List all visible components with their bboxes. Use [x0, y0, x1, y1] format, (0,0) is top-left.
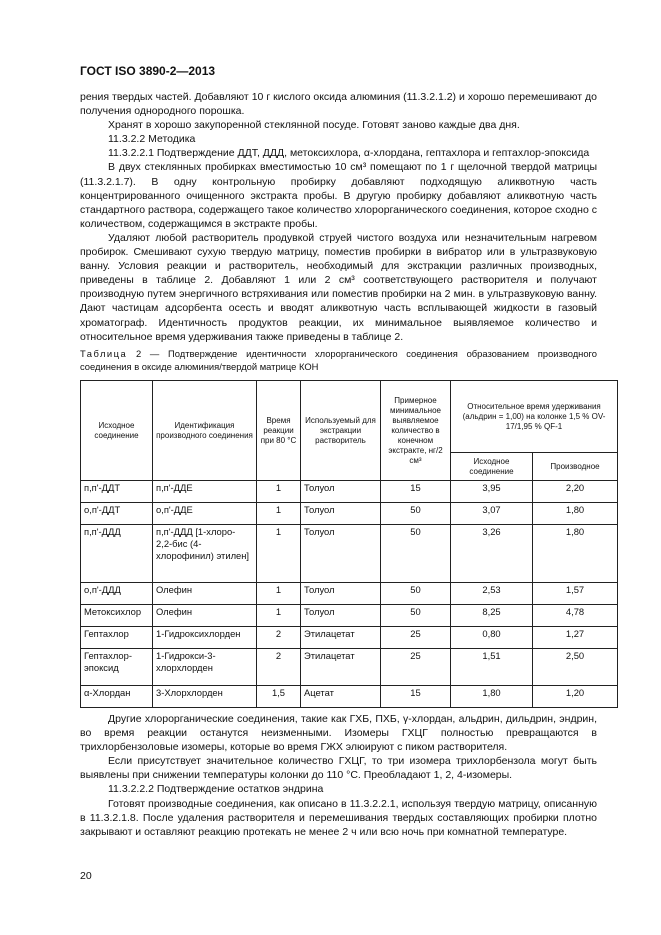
cell-rrt-src: 2,53 [451, 583, 533, 605]
cell-time: 1 [257, 503, 301, 525]
cell-solvent: Толуол [301, 583, 381, 605]
header-rrt-source: Исходное соединение [451, 453, 533, 481]
bottom-text-block [80, 712, 597, 839]
table-row [81, 627, 618, 649]
cell-min: 50 [381, 525, 451, 583]
cell-min: 50 [381, 503, 451, 525]
paragraph: Если присутствует значительное количество ГХЦГ, то три изомера трихлорбензола могут быть выявлены при снижении температуры колонки до 110 °С. Преобладают 1, 2, 4-изомеры. [80, 755, 597, 782]
cell-rrt-der: 1,57 [533, 583, 618, 605]
cell-derivative: 3-Хлорхлорден [153, 686, 257, 708]
table-caption-label: Таблица [80, 348, 128, 359]
cell-rrt-src: 3,26 [451, 525, 533, 583]
paragraph: Хранят в хорошо закупоренной стеклянной посуде. Готовят заново каждые два дня. [108, 119, 520, 132]
cell-derivative: Олефин [153, 583, 257, 605]
cell-min: 15 [381, 481, 451, 503]
paragraph: рения твердых частей. Добавляют 10 г кислого оксида алюминия (11.3.2.1.2) и хорошо перемешивают до получения однородного порошка. [80, 91, 597, 118]
cell-rrt-der: 1,80 [533, 525, 618, 583]
cell-rrt-src: 8,25 [451, 605, 533, 627]
cell-rrt-src: 0,80 [451, 627, 533, 649]
table-row [81, 649, 618, 686]
cell-rrt-der: 2,20 [533, 481, 618, 503]
paragraph: Другие хлорорганические соединения, такие как ГХБ, ПХБ, γ-хлордан, альдрин, дильдрин, эндрин, во время реакции останутся неизменными. Изомеры ГХЦГ полностью превращаются в трихлорбензоловые изомеры, которые во время ГЖХ элюируют с пиком растворителя. [80, 713, 597, 754]
section-heading: 11.3.2.2 Методика [108, 133, 196, 146]
cell-source: п,п'-ДДД [81, 525, 153, 583]
cell-solvent: Этилацетат [301, 649, 381, 686]
cell-rrt-der: 2,50 [533, 649, 618, 686]
cell-time: 1,5 [257, 686, 301, 708]
cell-derivative: о,п'-ДДЕ [153, 503, 257, 525]
header-source: Исходное соединение [81, 381, 153, 481]
header-rrt-derivative: Производное [533, 453, 618, 481]
derivative-table [80, 380, 618, 708]
cell-derivative: 1-Гидрокси-3-хлорхлорден [153, 649, 257, 686]
cell-rrt-src: 1,80 [451, 686, 533, 708]
cell-derivative: Олефин [153, 605, 257, 627]
cell-solvent: Толуол [301, 503, 381, 525]
header-derivative: Идентификация производного соединения [153, 381, 257, 481]
paragraph: В двух стеклянных пробирках вместимостью 10 см³ помещают по 1 г щелочной твердой матрицы (11.3.2.1.7). В одну контрольную пробирку добавляют подходящую аликвотную часть концентрированного очищенного экстракта пробы. В другую пробирку добавляют аликвотную часть стандартного раствора, содержащего такое количество хлорорганического соединения, которое сходно с количеством, содержащимся в экстракте пробы. [80, 161, 597, 230]
cell-min: 15 [381, 686, 451, 708]
cell-rrt-der: 4,78 [533, 605, 618, 627]
cell-min: 25 [381, 649, 451, 686]
cell-min: 25 [381, 627, 451, 649]
cell-rrt-der: 1,27 [533, 627, 618, 649]
header-time: Время реакции при 80 °С [257, 381, 301, 481]
cell-source: α-Хлордан [81, 686, 153, 708]
cell-rrt-src: 3,07 [451, 503, 533, 525]
header-solvent: Используемый для экстракции растворитель [301, 381, 381, 481]
standard-header: ГОСТ ISO 3890-2—2013 [80, 64, 216, 78]
paragraph: Готовят производные соединения, как описано в 11.3.2.2.1, используя твердую матрицу, описанную в 11.3.2.1.8. После удаления растворителя и перемешивания твердых составляющих пробирки плотно закрывают и оставляют реакцию протекать не менее 2 ч или всю ночь при комнатной температуре. [80, 797, 597, 838]
cell-source: Метоксихлор [81, 605, 153, 627]
cell-time: 2 [257, 627, 301, 649]
page-number: 20 [80, 870, 92, 882]
paragraph: Удаляют любой растворитель продувкой струей чистого воздуха или незначительным нагревом пробирок. Смешивают сухую твердую матрицу, поместив пробирки в вибратор или в ультразвуковую ванну. Условия реакции и растворитель, необходимый для экстракции различных производных, приведены в таблице 2. Добавляют 1 или 2 см³ соответствующего растворителя и получают производную путем энергичного встряхивания или поместив пробирки на 2 мин. в ультразвуковую ванну. Дают частицам адсорбента осесть и вводят аликвотную часть всплывающей жидкости в газовый хроматограф. Идентичность продуктов реакции, их минимальное выявляемое количество и относительное время удерживания также приведены в таблице 2. [80, 231, 597, 343]
table-row [81, 503, 618, 525]
table-row [81, 525, 618, 583]
cell-source: Гептахлор-эпоксид [81, 649, 153, 686]
cell-time: 1 [257, 583, 301, 605]
cell-min: 50 [381, 583, 451, 605]
table-body [81, 481, 618, 708]
cell-derivative: п,п'-ДДЕ [153, 481, 257, 503]
table-caption-text: 2 — Подтверждение идентичности хлорорганического соединения образованием производного соединения в оксиде алюминия/твердой матрице КОН [80, 348, 597, 372]
cell-min: 50 [381, 605, 451, 627]
subsection-heading: 11.3.2.2.1 Подтверждение ДДТ, ДДД, метоксихлора, α-хлордана, гептахлора и гептахлор-эпоксида [108, 147, 590, 160]
header-rrt-group: Относительное время удерживания (альдрин = 1,00) на колонке 1,5 % OV-17/1,95 % QF-1 [451, 381, 618, 453]
cell-time: 1 [257, 481, 301, 503]
cell-source: Гептахлор [81, 627, 153, 649]
cell-time: 1 [257, 605, 301, 627]
top-text-block [80, 90, 597, 344]
cell-source: п,п'-ДДТ [81, 481, 153, 503]
cell-rrt-src: 1,51 [451, 649, 533, 686]
cell-solvent: Толуол [301, 605, 381, 627]
cell-time: 1 [257, 525, 301, 583]
table-row [81, 605, 618, 627]
table-row [81, 686, 618, 708]
cell-solvent: Ацетат [301, 686, 381, 708]
cell-source: о,п'-ДДД [81, 583, 153, 605]
subsection-heading: 11.3.2.2.2 Подтверждение остатков эндрина [108, 783, 324, 796]
cell-derivative: п,п'-ДДД [1-хлоро- 2,2-бис (4-хлорофинил) этилен] [153, 525, 257, 583]
cell-solvent: Толуол [301, 525, 381, 583]
cell-rrt-src: 3,95 [451, 481, 533, 503]
cell-derivative: 1-Гидроксихлорден [153, 627, 257, 649]
header-min-amount: Примерное минимальное выявляемое количество в конечном экстракте, нг/2 см³ [381, 381, 451, 481]
cell-rrt-der: 1,80 [533, 503, 618, 525]
cell-rrt-der: 1,20 [533, 686, 618, 708]
cell-time: 2 [257, 649, 301, 686]
cell-solvent: Этилацетат [301, 627, 381, 649]
cell-source: о,п'-ДДТ [81, 503, 153, 525]
table-row [81, 481, 618, 503]
table-row [81, 583, 618, 605]
cell-solvent: Толуол [301, 481, 381, 503]
table-caption [80, 348, 597, 373]
